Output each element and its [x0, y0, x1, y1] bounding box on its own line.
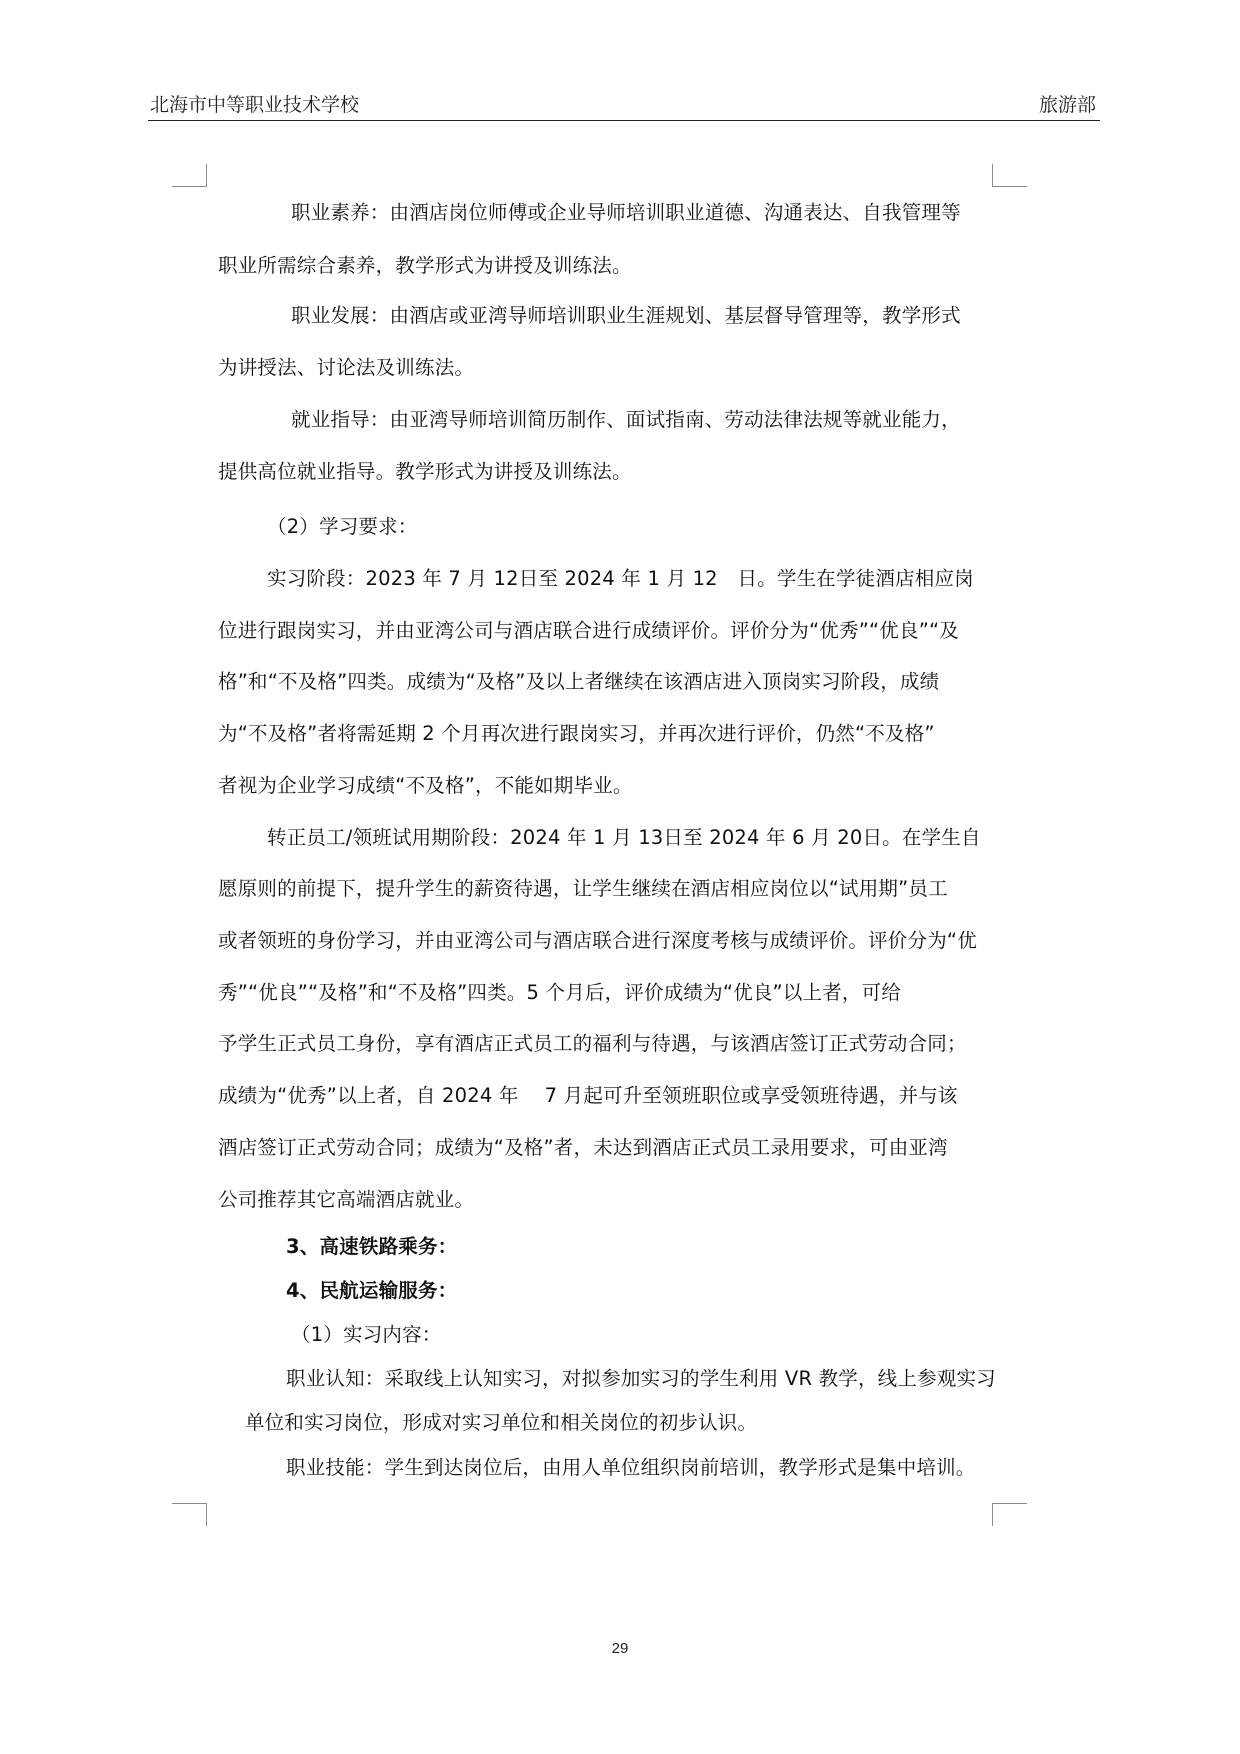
paragraph-line: 为“不及格”者将需延期 2 个月再次进行跟岗实习，并再次进行评价，仍然“不及格”	[218, 722, 935, 745]
subheading-internship-content: （1）实习内容：	[291, 1323, 442, 1346]
paragraph-line: 酒店签订正式劳动合同；成绩为“及格”者，未达到酒店正式员工录用要求，可由亚湾	[218, 1136, 948, 1159]
paragraph-line: 愿原则的前提下，提升学生的薪资待遇，让学生继续在酒店相应岗位以“试用期”员工	[218, 877, 948, 900]
crop-mark-top-right	[992, 164, 1027, 187]
paragraph-internship-stage: 实习阶段：2023 年 7 月 12日至 2024 年 1 月 12 日。学生在学徒酒店相应岗	[267, 567, 974, 590]
paragraph-line: 成绩为“优秀”以上者，自 2024 年 7 月起可升至领班职位或享受领班待遇，并与该	[218, 1084, 958, 1107]
crop-mark-bottom-right	[992, 1503, 1027, 1526]
header-department: 旅游部	[1038, 94, 1096, 116]
paragraph-line: 予学生正式员工身份，享有酒店正式员工的福利与待遇，与该酒店签订正式劳动合同；	[218, 1032, 967, 1055]
paragraph-career-development: 职业发展：由酒店或亚湾导师培训职业生涯规划、基层督导管理等，教学形式	[291, 304, 961, 327]
crop-mark-bottom-left	[172, 1503, 207, 1526]
section-heading-high-speed-rail: 3、高速铁路乘务：	[286, 1235, 458, 1258]
section-heading-civil-aviation: 4、民航运输服务：	[286, 1279, 458, 1302]
paragraph-line: 提供高位就业指导。教学形式为讲授及训练法。	[218, 460, 632, 483]
paragraph-line: 单位和实习岗位，形成对实习单位和相关岗位的初步认识。	[245, 1411, 758, 1434]
page-header	[148, 86, 1100, 121]
header-school-name: 北海市中等职业技术学校	[150, 94, 360, 116]
paragraph-line: 职业所需综合素养，教学形式为讲授及训练法。	[218, 254, 632, 277]
paragraph-career-skills: 职业技能：学生到达岗位后，由用人单位组织岗前培训，教学形式是集中培训。	[286, 1456, 976, 1479]
page-number: 29	[611, 1640, 629, 1657]
paragraph-probation-stage: 转正员工/领班试用期阶段：2024 年 1 月 13日至 2024 年 6 月 20日。在学生自	[267, 826, 981, 849]
crop-mark-top-left	[172, 164, 207, 187]
paragraph-employment-guidance: 就业指导：由亚湾导师培训简历制作、面试指南、劳动法律法规等就业能力，	[291, 408, 961, 431]
subheading-study-requirements: （2）学习要求：	[267, 515, 418, 538]
paragraph-line: 格”和“不及格”四类。成绩为“及格”及以上者继续在该酒店进入顶岗实习阶段，成绩	[218, 670, 940, 693]
paragraph-line: 秀”“优良”“及格”和“不及格”四类。5 个月后，评价成绩为“优良”以上者，可给	[218, 981, 902, 1004]
paragraph-line: 公司推荐其它高端酒店就业。	[218, 1188, 475, 1211]
paragraph-career-cognition: 职业认知：采取线上认知实习，对拟参加实习的学生利用 VR 教学，线上参观实习	[286, 1367, 996, 1390]
paragraph-line: 者视为企业学习成绩“不及格”，不能如期毕业。	[218, 774, 633, 797]
paragraph-professional-quality: 职业素养：由酒店岗位师傅或企业导师培训职业道德、沟通表达、自我管理等	[291, 201, 961, 224]
paragraph-line: 位进行跟岗实习，并由亚湾公司与酒店联合进行成绩评价。评价分为“优秀”“优良”“及	[218, 619, 960, 642]
paragraph-line: 为讲授法、讨论法及训练法。	[218, 356, 475, 379]
paragraph-line: 或者领班的身份学习，并由亚湾公司与酒店联合进行深度考核与成绩评价。评价分为“优	[218, 929, 977, 952]
